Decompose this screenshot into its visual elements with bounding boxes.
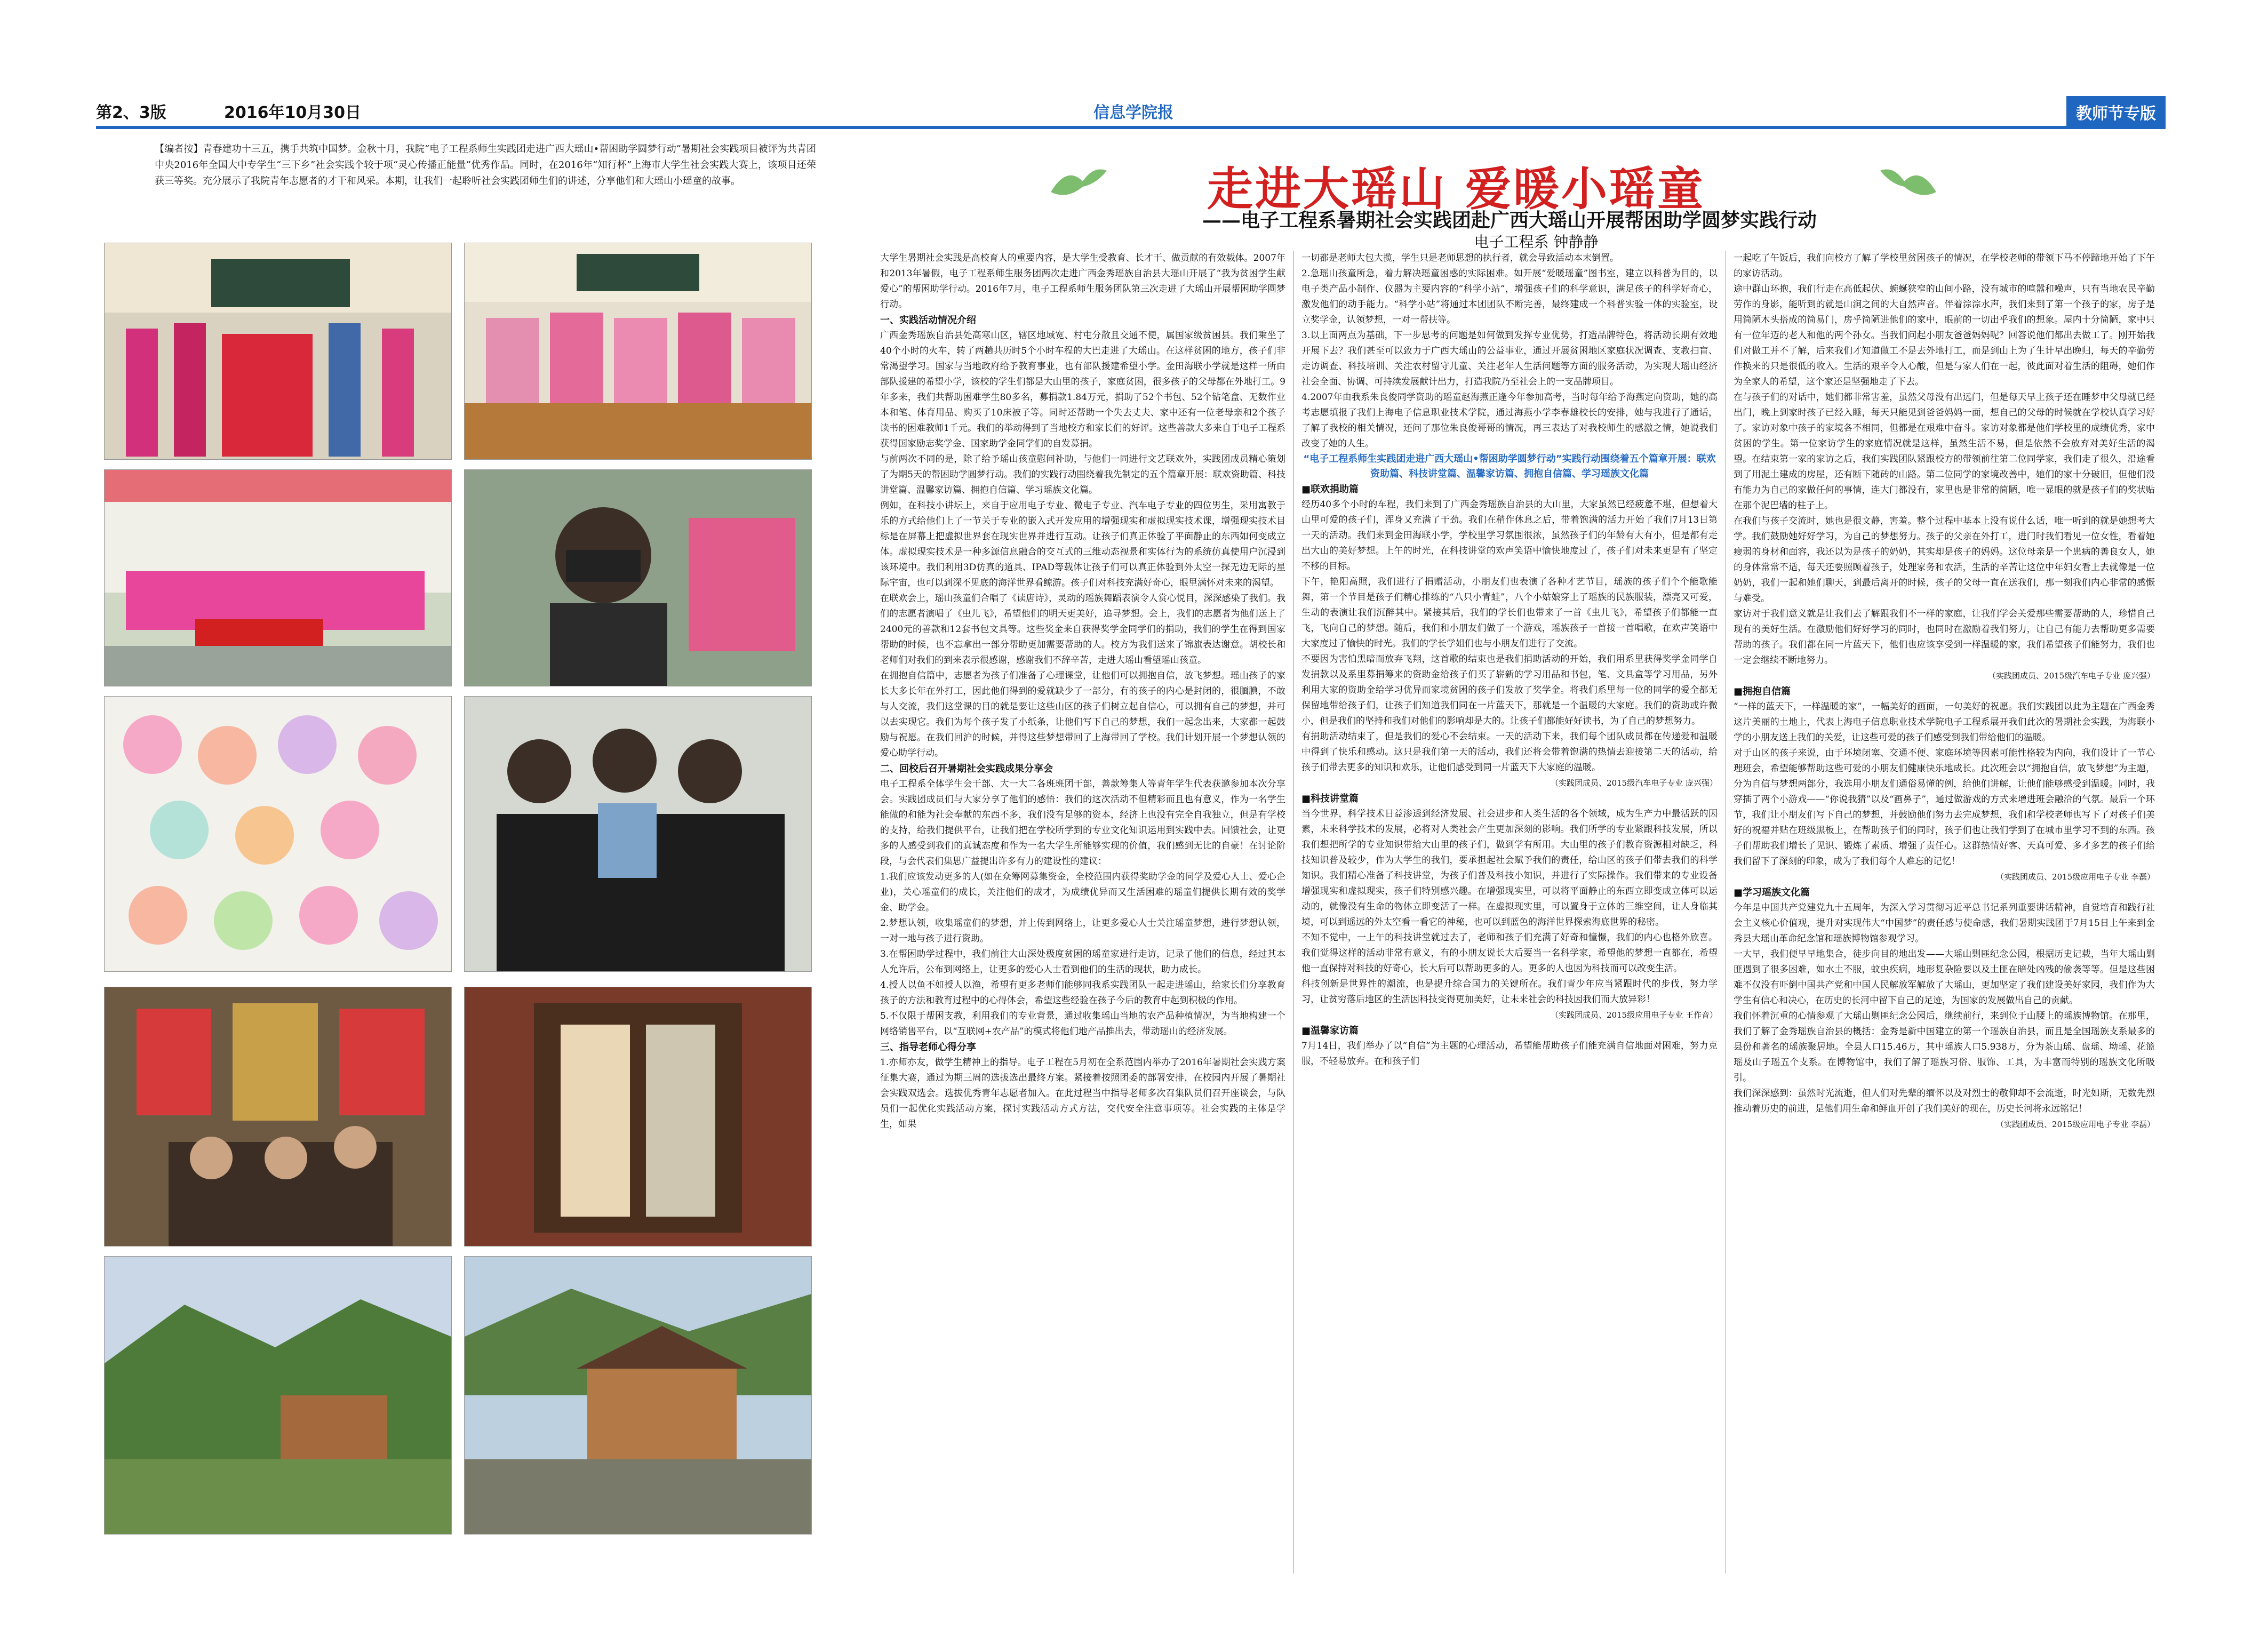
subsection-heading: ■联欢捐助篇: [1301, 484, 1359, 495]
subsection-heading: ■温馨家访篇: [1301, 1025, 1359, 1036]
paragraph: 当今世界，科学技术日益渗透到经济发展、社会进步和人类生活的各个领域，成为生产力中最活跃的因素，未来科学技术的发展，必将对人类社会产生更加深刻的影响。我们所学的专业紧跟科技发展，所以我们想把所学的专业知识带给大山里的孩子们，做到学有所用。大山里的孩子们教育资源相对缺乏，科技知识普及较少，作为大学生的我们，要承担起社会赋予我们的责任，给山区的孩子们带去我们的科学知识。我们精心准备了科技讲堂，为孩子们普及科技小知识，并进行了实际操作。我们带来的专业设备增强现实和虚拟现实，孩子们特别感兴趣。在增强现实里，可以将平面静止的东西立即变成立体可以运动的，就像没有生命的物体立即变活了一样。在虚拟现实里，可以置身于立体的三维空间，让人身临其境，可以到遥远的外太空看一看它的神秘，也可以到蓝色的海洋世界探索海底世界的秘密。: [1301, 809, 1718, 928]
paragraph: 我们怀着沉重的心情参观了大瑶山剿匪纪念公园后，继续前行，来到位于山腰上的瑶族博物馆。在那里，我们了解了金秀瑶族自治县的概括：金秀是新中国建立的第一个瑶族自治县，而且是全国瑶族支系最多的县份和著名的瑶族聚居地。全县人口15.46万，其中瑶族人口5.938万，分为茶山瑶、盘瑶、坳瑶、花篮瑶及山子瑶五个支系。在博物馆中，我们了解了瑶族习俗、服饰、工具，为丰富而特别的瑶族文化所吸引。: [1734, 1011, 2155, 1083]
author-credit: （实践团成员、2015级应用电子专业 李磊）: [1996, 872, 2155, 882]
article-column-1: [880, 251, 1285, 1132]
dove-icon-right: [1878, 160, 1942, 203]
paragraph: 2.梦想认领，收集瑶童们的梦想，并上传到网络上，让更多爱心人士关注瑶童梦想，进行梦想认领，一对一地与孩子进行资助。: [880, 918, 1285, 944]
paragraph: 与前两次不同的是，除了给予瑶山孩童慰问补助，与他们一同进行文艺联欢外，实践团成员精心策划了为期5天的帮困助学圆梦行动。我们的实践行动围绕着我先制定的五个篇章开展：联欢资助篇、科技讲堂篇、温馨家访篇、拥抱自信篇、学习瑶族文化篇。: [880, 454, 1285, 496]
page-numbers: 第2、3版: [96, 103, 166, 122]
children-group-tablet-photo: [464, 696, 812, 972]
header-rule: [96, 126, 2166, 129]
paragraph: 4.授人以鱼不如授人以渔，希望有更多老师们能够同我系实践团队一起走进瑶山，给家长们分享教育孩子的方法和教育过程中的心得体会，希望这些经验在孩子今后的教育中起到积极的作用。: [880, 980, 1285, 1006]
paragraph: 电子工程系全体学生会干部、大一大二各班班团干部，善款筹集人等青年学生代表获邀参加本次分享会。实践团成员们与大家分享了他们的感悟：我们的这次活动不但精彩而且也有意义，作为一名学生能做的和能为社会奉献的东西不多，我们没有足够的资本，经济上也没有完全自我独立，但是有学校的支持，给我们提供平台，让我们把在学校所学到的专业文化知识运用到实践中去。回馈社会，让更多的人感受到我们的真诚态度和作为一名大学生所能够实现的价值，我们感到无比的自豪！在讨论阶段，与会代表们集思广益提出许多有力的建设性的建议：: [880, 779, 1285, 867]
children-vr-photo: [464, 469, 812, 686]
column-divider: [1293, 251, 1294, 1573]
paragraph: 3.在帮困助学过程中，我们前往大山深处极度贫困的瑶童家进行走访，记录了他们的信息，经过其本人允许后，公布到网络上，让更多的爱心人士看到他们的生活的现状，助力成长。: [880, 949, 1285, 975]
article-subtitle: ——电子工程系暑期社会实践团赴广西大瑶山开展帮困助学圆梦实践行动: [1202, 209, 1817, 231]
paragraph: 在我们与孩子交流时，她也是很文静，害羞。整个过程中基本上没有说什么话，唯一听到的就是她想考大学。我们鼓励她好好学习，为自己的梦想努力。孩子的父亲在外打工，进门时我们看见一位女性，看着她瘦弱的身材和面容，我还以为是孩子的奶奶，其实却是孩子的妈妈。这位母亲是一个患病的善良女人，她的身体常常不适，每天还要照顾着孩子，处理家务和农活，生活的辛苦让这位中年妇女看上去就像是一位奶奶，我们一起和她们聊天，到最后离开的时候，孩子的父母一直在送我们，那一刻我们内心非常的感慨与难受。: [1734, 516, 2155, 604]
subsection-heading: ■拥抱自信篇: [1734, 686, 1791, 697]
paragraph: 对于山区的孩子来说，由于环境闭塞、交通不便、家庭环境等因素可能性格较为内向，我们设计了一节心理班会，希望能够帮助这些可爱的小朋友们健康快乐地成长。此次班会以“拥抱自信，放飞梦想”为主题，分为自信与梦想两部分，我选用小朋友们通俗易懂的例，给他们讲解，让他们能够感受到温暖。同时，我穿插了两个小游戏——“你说我猜”以及“画鼻子”，通过做游戏的方式来增进班会融洽的气氛。最后一个环节，我们让小朋友们写下自己的梦想，并鼓励他们努力去完成梦想，我们和学校老师也写下了对孩子们美好的祝福并贴在班级黑板上，在帮助孩子们的同时，孩子们也让我们学到了在城市里学习不到的东西。孩子们帮助我们增长了见识、锻炼了素质、增强了责任心。这群热情好客、天真可爱、多才多艺的孩子们给我们留下了深刻的印象，成为了我们每个人难忘的记忆！: [1734, 748, 2155, 867]
paragraph: 1.亦师亦友，做学生精神上的指导。电子工程在5月初在全系范围内举办了2016年暑期社会实践方案征集大赛，通过为期三周的选拔选出最终方案。紧接着按照团委的部署安排，在校园内开展了暑期社会实践双选会。选拔优秀青年志愿者加入。在此过程当中指导老师多次召集队员们召开座谈会，与队员们一起优化实践活动方案，探讨实践活动方式方法，交代安全注意事项等。社会实践的主体是学生，如果: [880, 1057, 1285, 1130]
students-with-backpacks-photo: [464, 243, 812, 460]
special-edition-tag: 教师节专版: [2066, 96, 2166, 128]
paragraph: 1.我们应该发动更多的人(如在众筹网募集资金，全校范围内获得奖助学金的同学及爱心人士、爱心企业)，关心瑶童们的成长，关注他们的成才，为成绩优异而又生活困难的瑶童们提供长期有效的奖学金、助学金。: [880, 872, 1285, 913]
paragraph: “一样的蓝天下，一样温暖的家”，一幅美好的画面，一句美好的祝愿。我们实践团以此为主题在广西金秀这片美丽的土地上，代表上海电子信息职业技术学院电子工程系展开我们此次的暑期社会实践，为海联小学的小朋友送上我们的关爱，让这些可爱的孩子们感受到我们带给他们的温暖。: [1734, 701, 2155, 743]
paragraph: 7月14日，我们举办了以“自信”为主题的心理活动，希望能帮助孩子们能充满自信地面对困难，努力克服，不轻易放弃。在和孩子们: [1301, 1041, 1718, 1067]
paragraph: 在与孩子们的对话中，她们都非常害羞，虽然父母没有出远门，但是每天早上孩子还在睡梦中父母就已经出门，晚上到家时孩子已经入睡，每天只能见到爸爸妈妈一面，想自己的父母的时候就在学校认真学习好了。家访对象中孩子的家境各不相同，但都是在艰难中奋斗。家访对象都是他们学校里的成绩优秀，家中贫困的学生。第一位家访学生的家庭情况就是这样，虽然生活不易，但是依然不会放弃对美好生活的渴望。在结束第一家的家访之后，我们实践团队紧跟校方的带领前往第二位同学家，我们走了很久，沿途看到了用泥土建成的房屋，还有断下随砖的山路。第二位同学的家境改善中，她们的家十分破旧，但他们没有能力为自己的家做任何的事情，连大门都没有，家里也是非常的简陋，唯一显眼的就是孩子们的奖状贴在那个泥巴墙的柱子上。: [1734, 392, 2155, 511]
author-credit: （实践团成员、2015级应用电子专业 王作音）: [1551, 1010, 1718, 1020]
section-heading-2: 二、回校后召开暑期社会实践成果分享会: [880, 763, 1053, 774]
paragraph: 家访对于我们意义就是让我们去了解跟我们不一样的家庭，让我们学会关爱那些需要帮助的人，珍惜自己现有的美好生活。在激励他们好好学习的同时，也同时在激励着我们努力，让自己有能力去帮助更多需要帮助的孩子。我们都在同一片蓝天下，他们也应该享受到一样温暖的家，我们希望孩子们能努力，我们也一定会继续不断地努力。: [1734, 609, 2155, 666]
wish-cards-photo: [104, 696, 452, 972]
paragraph: 5.不仅限于帮困支教，利用我们的专业背景，通过收集瑶山当地的农产品种植情况，为当地构建一个网络销售平台，以“互联网+农产品”的模式将他们地产品推出去，带动瑶山的经济发展。: [880, 1011, 1285, 1037]
subsection-heading: ■学习瑶族文化篇: [1734, 887, 1810, 898]
intro-paragraph: 大学生暑期社会实践是高校育人的重要内容，是大学生受教育、长才干、做贡献的有效载体。2007年和2013年暑假，电子工程系师生服务团两次走进广西金秀瑶族自治县大瑶山开展了“我为贫困学生献爱心”的帮困助学行动。2016年7月，电子工程系师生服务团队第三次走进了大瑶山开展帮困助学圆梦行动。: [880, 253, 1285, 310]
paragraph: 我们深深感到：虽然时光流逝，但人们对先辈的缅怀以及对烈士的敬仰却不会流逝，时光如斯，无数先烈推动着历史的前进，是他们用生命和鲜血开创了我们美好的现在，历史长河将永远铭记！: [1734, 1088, 2155, 1114]
paragraph: 今年是中国共产党建党九十五周年，为深入学习贯彻习近平总书记系列重要讲话精神，自觉培育和践行社会主义核心价值观，提升对实现伟大“中国梦”的责任感与使命感，我们暑期实践团于7月15日上午来到金秀县大瑶山革命纪念馆和瑶族博物馆参观学习。: [1734, 902, 2155, 944]
paragraph: 途中群山环抱，我们行走在高低起伏、蜿蜒狭窄的山间小路，没有城市的喧嚣和噪声，只有当地农民辛勤劳作的身影，能听到的就是山涧之间的大自然声音。伴着淙淙水声，我们来到了第一个孩子的家，房子是用简陋木头搭成的简易门，房乎简陋进他们的家中，眼前的一切出乎我们的想象。屋内十分简陋，家中只有一位年迈的老人和他的两个孙女。当我们问起小朋友爸爸妈妈呢？回答说他们都出去做工了。刚开始我们对做工并不了解，后来我们才知道做工不是去外地打工，而是到山上为了生计早出晚归，每天的辛勤劳作换来的只是很低的收入。生活的艰辛令人心酸，但是与家人们在一起，彼此面对着生活的阻碍，她们作为全家人的希望，这个家还是坚强地走了下去。: [1734, 284, 2155, 387]
paragraph: 一大早，我们便早早地集合，徒步向目的地出发——大瑶山剿匪纪念公园，根据历史记载，当年大瑶山剿匪遇到了很多困难，如水土不服，蚊虫疾病，地形复杂险要以及土匪在暗处凶残的偷袭等等。但是这些困难不仅没有吓倒中国共产党和中国人民解放军解放了大瑶山，更加坚定了我们建设美好家园，我们作为大学生有信心和决心，在历史的长河中留下自己的足迹，为国家的发展做出自己的贡献。: [1734, 949, 2155, 1006]
article-column-3: [1734, 251, 2155, 1132]
paragraph: 科技创新是世界性的潮流，也是提升综合国力的关键所在。我们青少年应当紧跟时代的步伐，努力学习，让贫穷落后地区的生活因科技变得更加美好，让未来社会的科技因我们而大放异彩！: [1301, 979, 1718, 1005]
home-visit-interior-photo: [104, 987, 452, 1247]
paragraph: 不要因为害怕黑暗而放弃飞翔，这首歌的结束也是我们捐助活动的开始，我们用系里获得奖学金同学自发捐款以及系里募捐筹来的资助金给孩子们买了崭新的学习用品和书包，笔、文具盒等学习用品，另外利用大家的资助金给学习优异而家境贫困的孩子们发放了奖学金。将我们系里每一位的同学的爱全都无保留地带给孩子们，让孩子们知道我们同在一片蓝天下，那就是一个温暖的大家庭。我们的资助或许微小，但是我们的坚持和我们对他们的影响却是大的。让孩子们都能好好读书，为了自己的梦想努力。: [1301, 654, 1718, 726]
paragraph: 一起吃了午饭后，我们向校方了解了学校里贫困孩子的情况，在学校老师的带领下马不停蹄地开始了下午的家访活动。: [1734, 253, 2155, 279]
paragraph: 3.以上面两点为基础，下一步思考的问题是如何做到发挥专业优势，打造品牌特色，将活动长期有效地开展下去？我们甚至可以致力于广西大瑶山的公益事业，通过开展贫困地区家庭状况调查、支教扫盲、走访调查、科技培训、关注农村留守儿童、关注老年人生活问题等方面的服务活动，为实现大瑶山经济社会全面、协调、可持续发展献计出力，打造我院乃至社会上的一支品牌项目。: [1301, 330, 1718, 387]
issue-date: 2016年10月30日: [224, 103, 361, 122]
paragraph: 广西金秀瑶族自治县处高寒山区，辖区地域宽、村屯分散且交通不便，属国家级贫困县。我们乘坐了40个小时的火车，转了两趟共历时5个小时车程的大巴走进了大瑶山。在这样贫困的地方，孩子们非常渴望学习。国家与当地政府给予教育事业，也有部队援建希望小学。金田海联小学就是这样一所由部队援建的希望小学，该校的学生们都是大山里的孩子，家庭贫困，很多孩子的父母都在外地打工。9年多来，我们共帮助困难学生80多名，募捐款1.84万元，捐助了52个书包、52个钻笔盒、无数作业本和笔、体育用品、购买了10床被子等。同时还帮助一个失去丈夫、家中还有一位老母亲和2个孩子读书的困难教师1千元。我们的举动得到了当地校方和家长们的好评。这些善款大多来自于电子工程系获得国家励志奖学金、国家助学金同学们的自发募捐。: [880, 330, 1285, 449]
author-credit: （实践团成员、2015级应用电子专业 李磊）: [1996, 1120, 2155, 1129]
paragraph: 有捐助活动结束了，但是我们的爱心不会结束。一天的活动下来，我们每个团队成员都在传递爱和温暖中得到了快乐和感动。这只是我们第一天的活动，我们还将会带着饱满的热情去迎接第二天的活动，给孩子们带去更多的知识和欢乐，让他们感受到同一片蓝天下大家庭的温暖。: [1301, 731, 1718, 773]
paragraph: 4.2007年由我系朱良俊同学资助的瑶童赵海燕正逢今年参加高考，当时每年给予海燕定向资助，她的高考志愿填报了我们上海电子信息职业技术学院，通过海燕小学李春雄校长的安排，她与我进行了通话，了解了我校的相关情况，还问了那位朱良俊哥哥的情况，再三表达了对我校师生的感激之情，她说我们改变了她的人生。: [1301, 392, 1718, 449]
paragraph: 不知不觉中，一上午的科技讲堂就过去了，老师和孩子们充满了好奇和憧憬，我们的内心也格外欣喜。我们觉得这样的活动非常有意义，有的小朋友说长大后要当一名科学家，希望他的梦想一直都在，希望他一直保持对科技的好奇心，长大后可以帮助更多的人。更多的人也因为科技而可以改变生活。: [1301, 932, 1718, 974]
highlight-box: “电子工程系师生实践团走进广西大瑶山•帮困助学圆梦行动”实践行动围绕着五个篇章开展：联欢资助篇、科技讲堂篇、温馨家访篇、拥抱自信篇、学习瑶族文化篇: [1303, 453, 1716, 480]
subsection-heading: ■科技讲堂篇: [1301, 793, 1359, 804]
group-photo-with-flag: [104, 469, 452, 686]
paper-name: 信息学院报: [1093, 103, 1173, 122]
paragraph: 2.急瑶山孩童所急，着力解决瑶童困惑的实际困难。如开展“爱暖瑶童”图书室，建立以科普为目的，以电子类产品小制作、仪器为主要内容的“科学小站”，增强孩子们的科学意识，满足孩子的科学好奇心，激发他们的动手能力。“科学小站”将通过本团团队不断完善，最终建成一个科普实验一体的实验室，设立奖学金，认领梦想，一对一帮扶等。: [1301, 268, 1718, 325]
author-credit: （实践团成员、2015级汽车电子专业 庞兴强）: [1551, 778, 1718, 788]
paragraph: 在拥抱自信篇中，志愿者为孩子们准备了心理课堂，让他们可以拥抱自信，放飞梦想。瑶山孩子的家长大多长年在外打工，因此他们得到的爱就缺少了一部分，有的孩子的内心是封闭的，很腼腆，不敢与人交流，我们这堂课的目的就是要让这些山区的孩子们树立起自信心，可以拥有自己的梦想，并可以去实现它。我们为每个孩子发了小纸条，让他们写下自己的梦想，我们一起念出来，大家都一起鼓励与祝愿。在我们回沪的时候，并得这些梦想带回了上海带回了学校。我们计划开展一个梦想认领的爱心助学行动。: [880, 670, 1285, 758]
mountain-village-photo: [104, 1256, 452, 1535]
article-author: 电子工程系 钟静静: [1474, 233, 1599, 251]
article-column-2: [1301, 251, 1718, 1069]
paragraph: 在联欢会上，瑶山孩童们合唱了《读唐诗》，灵动的瑶族舞蹈表演令人赏心悦目，深深感染了我们。我们的志愿者演唱了《虫儿飞》，希望他们的明天更美好，追寻梦想。会上，我们的志愿者为他们送上了2400元的善款和12套书包文具等。这些奖金来自获得奖学金同学们的捐助，我们的学生在得到国家帮助的时候，也不忘拿出一部分帮助更加需要帮助的人。校方为我们送来了锦旗表达谢意。胡校长和老师们对我们的到来表示很感谢，感谢我们不辞辛苦，走进大瑶山看望瑶山孩童。: [880, 593, 1285, 666]
home-doorway-photo: [464, 987, 812, 1247]
article-title: 走进大瑶山 爱暖小瑶童: [1207, 162, 1705, 216]
page-header: [96, 96, 2166, 128]
editor-note: 【编者按】青春建功十三五，携手共筑中国梦。金秋十月，我院“电子工程系师生实践团走进广西大瑶山•帮困助学圆梦行动”暑期社会实践项目被评为共青团中央2016年全国大中专学生“三下乡”社会实践个较于项“灵心传播正能量”优秀作品。同时，在2016年“知行杯”上海市大学生社会实践大赛上，该项目还荣获三等奖。充分展示了我院青年志愿者的才干和风采。本期，让我们一起聆听社会实践团师生们的讲述，分享他们和大瑶山小瑶童的故事。: [155, 143, 816, 187]
section-heading-1: 一、实践活动情况介绍: [880, 315, 976, 326]
classroom-banner-photo: [104, 243, 452, 460]
paragraph: 例如，在科技小讲坛上，来自于应用电子专业、微电子专业、汽车电子专业的四位男生，采用寓教于乐的方式给他们上了一节关于专业的嵌入式开发应用的增强现实和虚拟现实技术课，增强现实技术目标是在屏幕上把虚拟世界套在现实世界并进行互动。让孩子们真正体验了平面静止的东西如何变成立体。虚拟现实技术是一种多源信息融合的交互式的三维动态视景和实体行为的系统仿真使用户沉浸到该环境中。我们利用3D仿真的道具、IPAD等载体让孩子们可以真正体验到外太空一探无边无际的星际宇宙，也可以到深不见底的海洋世界看鲸游。孩子们对科技充满好奇心，眼里满怀对未来的渴望。: [880, 500, 1285, 588]
paragraph: 一切都是老师大包大揽，学生只是老师思想的执行者，就会导致活动本末倒置。: [1301, 253, 1619, 263]
section-heading-3: 三、指导老师心得分享: [880, 1042, 976, 1053]
paragraph: 下午，艳阳高照，我们进行了捐赠活动，小朋友们也表演了各种才艺节目，瑶族的孩子们个个能歌能舞，第一个节目是孩子们精心排练的“八只小青蛙”，八个小姑娘穿上了瑶族的民族服装，漂亮又可爱，生动的表演让我们沉醉其中。紧接其后，我们的学长们也带来了一首《虫儿飞》，希望孩子们都能一直飞，飞向自己的梦想。随后，我们和小朋友们做了一个游戏，瑶族孩子一首接一首唱歌，在欢声笑语中大家度过了愉快的时光。我们的学长学姐们也与小朋友们进行了交流。: [1301, 577, 1718, 649]
village-house-photo: [464, 1256, 812, 1535]
paragraph: 经历40多个小时的车程，我们来到了广西金秀瑶族自治县的大山里，大家虽然已经疲惫不堪，但想着大山里可爱的孩子们，浑身又充满了干劲。我们在稍作休息之后，带着饱满的活力开始了我们7月13日第一天的活动。我们来到金田海联小学，学校里学习氛围很浓，虽然孩子们的年龄有大有小，但是都有走出大山的美好梦想。上午的时光，在科技讲堂的欢声笑语中愉快地度过了，孩子们对未来更是有了坚定不移的目标。: [1301, 499, 1718, 572]
author-credit: （实践团成员、2015级汽车电子专业 庞兴强）: [1988, 671, 2155, 681]
